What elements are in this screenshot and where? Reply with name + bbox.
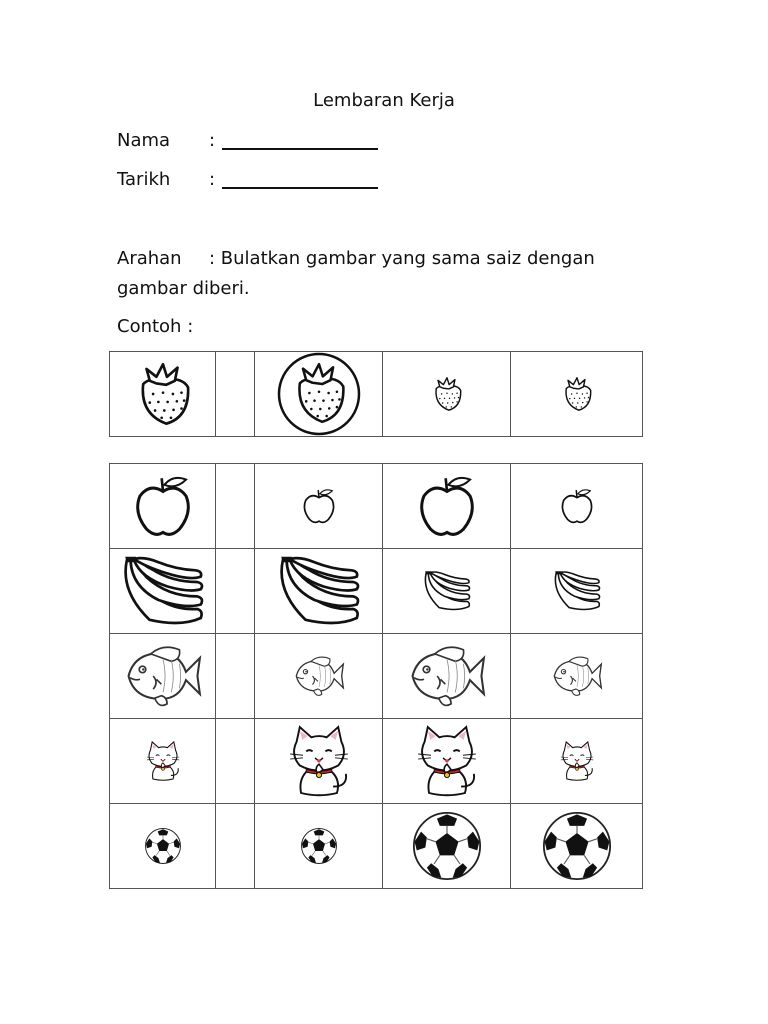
- spacer-cell: [216, 804, 255, 889]
- option-cell[interactable]: [383, 719, 511, 804]
- worksheet-title: Lembaran Kerja: [313, 90, 455, 111]
- given-cell: [110, 634, 216, 719]
- soccer-ball-icon: [541, 810, 613, 882]
- instruction-text-line2: gambar diberi.: [117, 278, 250, 299]
- fish-icon: [550, 654, 604, 698]
- strawberry-icon: [130, 359, 196, 429]
- example-table: [109, 351, 643, 437]
- instruction-text-line1: : Bulatkan gambar yang sama saiz dengan: [209, 248, 595, 269]
- example-given-cell: [110, 352, 216, 437]
- option-cell[interactable]: [383, 634, 511, 719]
- banana-icon: [421, 570, 473, 612]
- example-option-cell-circled[interactable]: [255, 352, 383, 437]
- cat-icon: [559, 740, 595, 782]
- instruction-label: Arahan: [117, 248, 182, 269]
- name-label: Nama: [117, 130, 171, 151]
- option-cell[interactable]: [511, 464, 643, 549]
- spacer-cell: [216, 634, 255, 719]
- cat-icon: [145, 740, 181, 782]
- strawberry-icon-circled: [274, 352, 364, 436]
- table-row: [110, 804, 643, 889]
- option-cell[interactable]: [255, 464, 383, 549]
- date-colon: :: [209, 169, 216, 190]
- example-option-cell[interactable]: [383, 352, 511, 437]
- date-label: Tarikh: [117, 169, 171, 190]
- spacer-cell: [216, 549, 255, 634]
- option-cell[interactable]: [383, 549, 511, 634]
- option-cell[interactable]: [383, 804, 511, 889]
- exercise-table: [109, 463, 643, 889]
- apple-icon: [558, 486, 596, 526]
- given-cell: [110, 464, 216, 549]
- strawberry-icon: [429, 375, 465, 413]
- name-field[interactable]: [222, 148, 378, 150]
- table-row: [110, 719, 643, 804]
- option-cell[interactable]: [511, 549, 643, 634]
- banana-icon: [274, 555, 364, 627]
- given-cell: [110, 549, 216, 634]
- apple-icon: [130, 472, 196, 540]
- option-cell[interactable]: [255, 804, 383, 889]
- example-row: [110, 352, 643, 437]
- apple-icon: [300, 486, 338, 526]
- table-row: [110, 464, 643, 549]
- banana-icon: [118, 555, 208, 627]
- fish-icon: [292, 654, 346, 698]
- fish-icon: [406, 643, 488, 709]
- soccer-ball-icon: [144, 827, 182, 865]
- example-label: Contoh :: [117, 316, 194, 337]
- option-cell[interactable]: [383, 464, 511, 549]
- cat-icon: [415, 723, 479, 799]
- example-option-cell[interactable]: [511, 352, 643, 437]
- strawberry-icon: [559, 375, 595, 413]
- cat-icon: [287, 723, 351, 799]
- fish-icon: [122, 643, 204, 709]
- name-colon: :: [209, 130, 216, 151]
- banana-icon: [551, 570, 603, 612]
- option-cell[interactable]: [511, 804, 643, 889]
- option-cell[interactable]: [511, 719, 643, 804]
- example-spacer-cell: [216, 352, 255, 437]
- spacer-cell: [216, 464, 255, 549]
- date-field[interactable]: [222, 187, 378, 189]
- apple-icon: [414, 472, 480, 540]
- option-cell[interactable]: [511, 634, 643, 719]
- option-cell[interactable]: [255, 719, 383, 804]
- soccer-ball-icon: [411, 810, 483, 882]
- given-cell: [110, 804, 216, 889]
- soccer-ball-icon: [300, 827, 338, 865]
- option-cell[interactable]: [255, 634, 383, 719]
- option-cell[interactable]: [255, 549, 383, 634]
- table-row: [110, 549, 643, 634]
- table-row: [110, 634, 643, 719]
- given-cell: [110, 719, 216, 804]
- spacer-cell: [216, 719, 255, 804]
